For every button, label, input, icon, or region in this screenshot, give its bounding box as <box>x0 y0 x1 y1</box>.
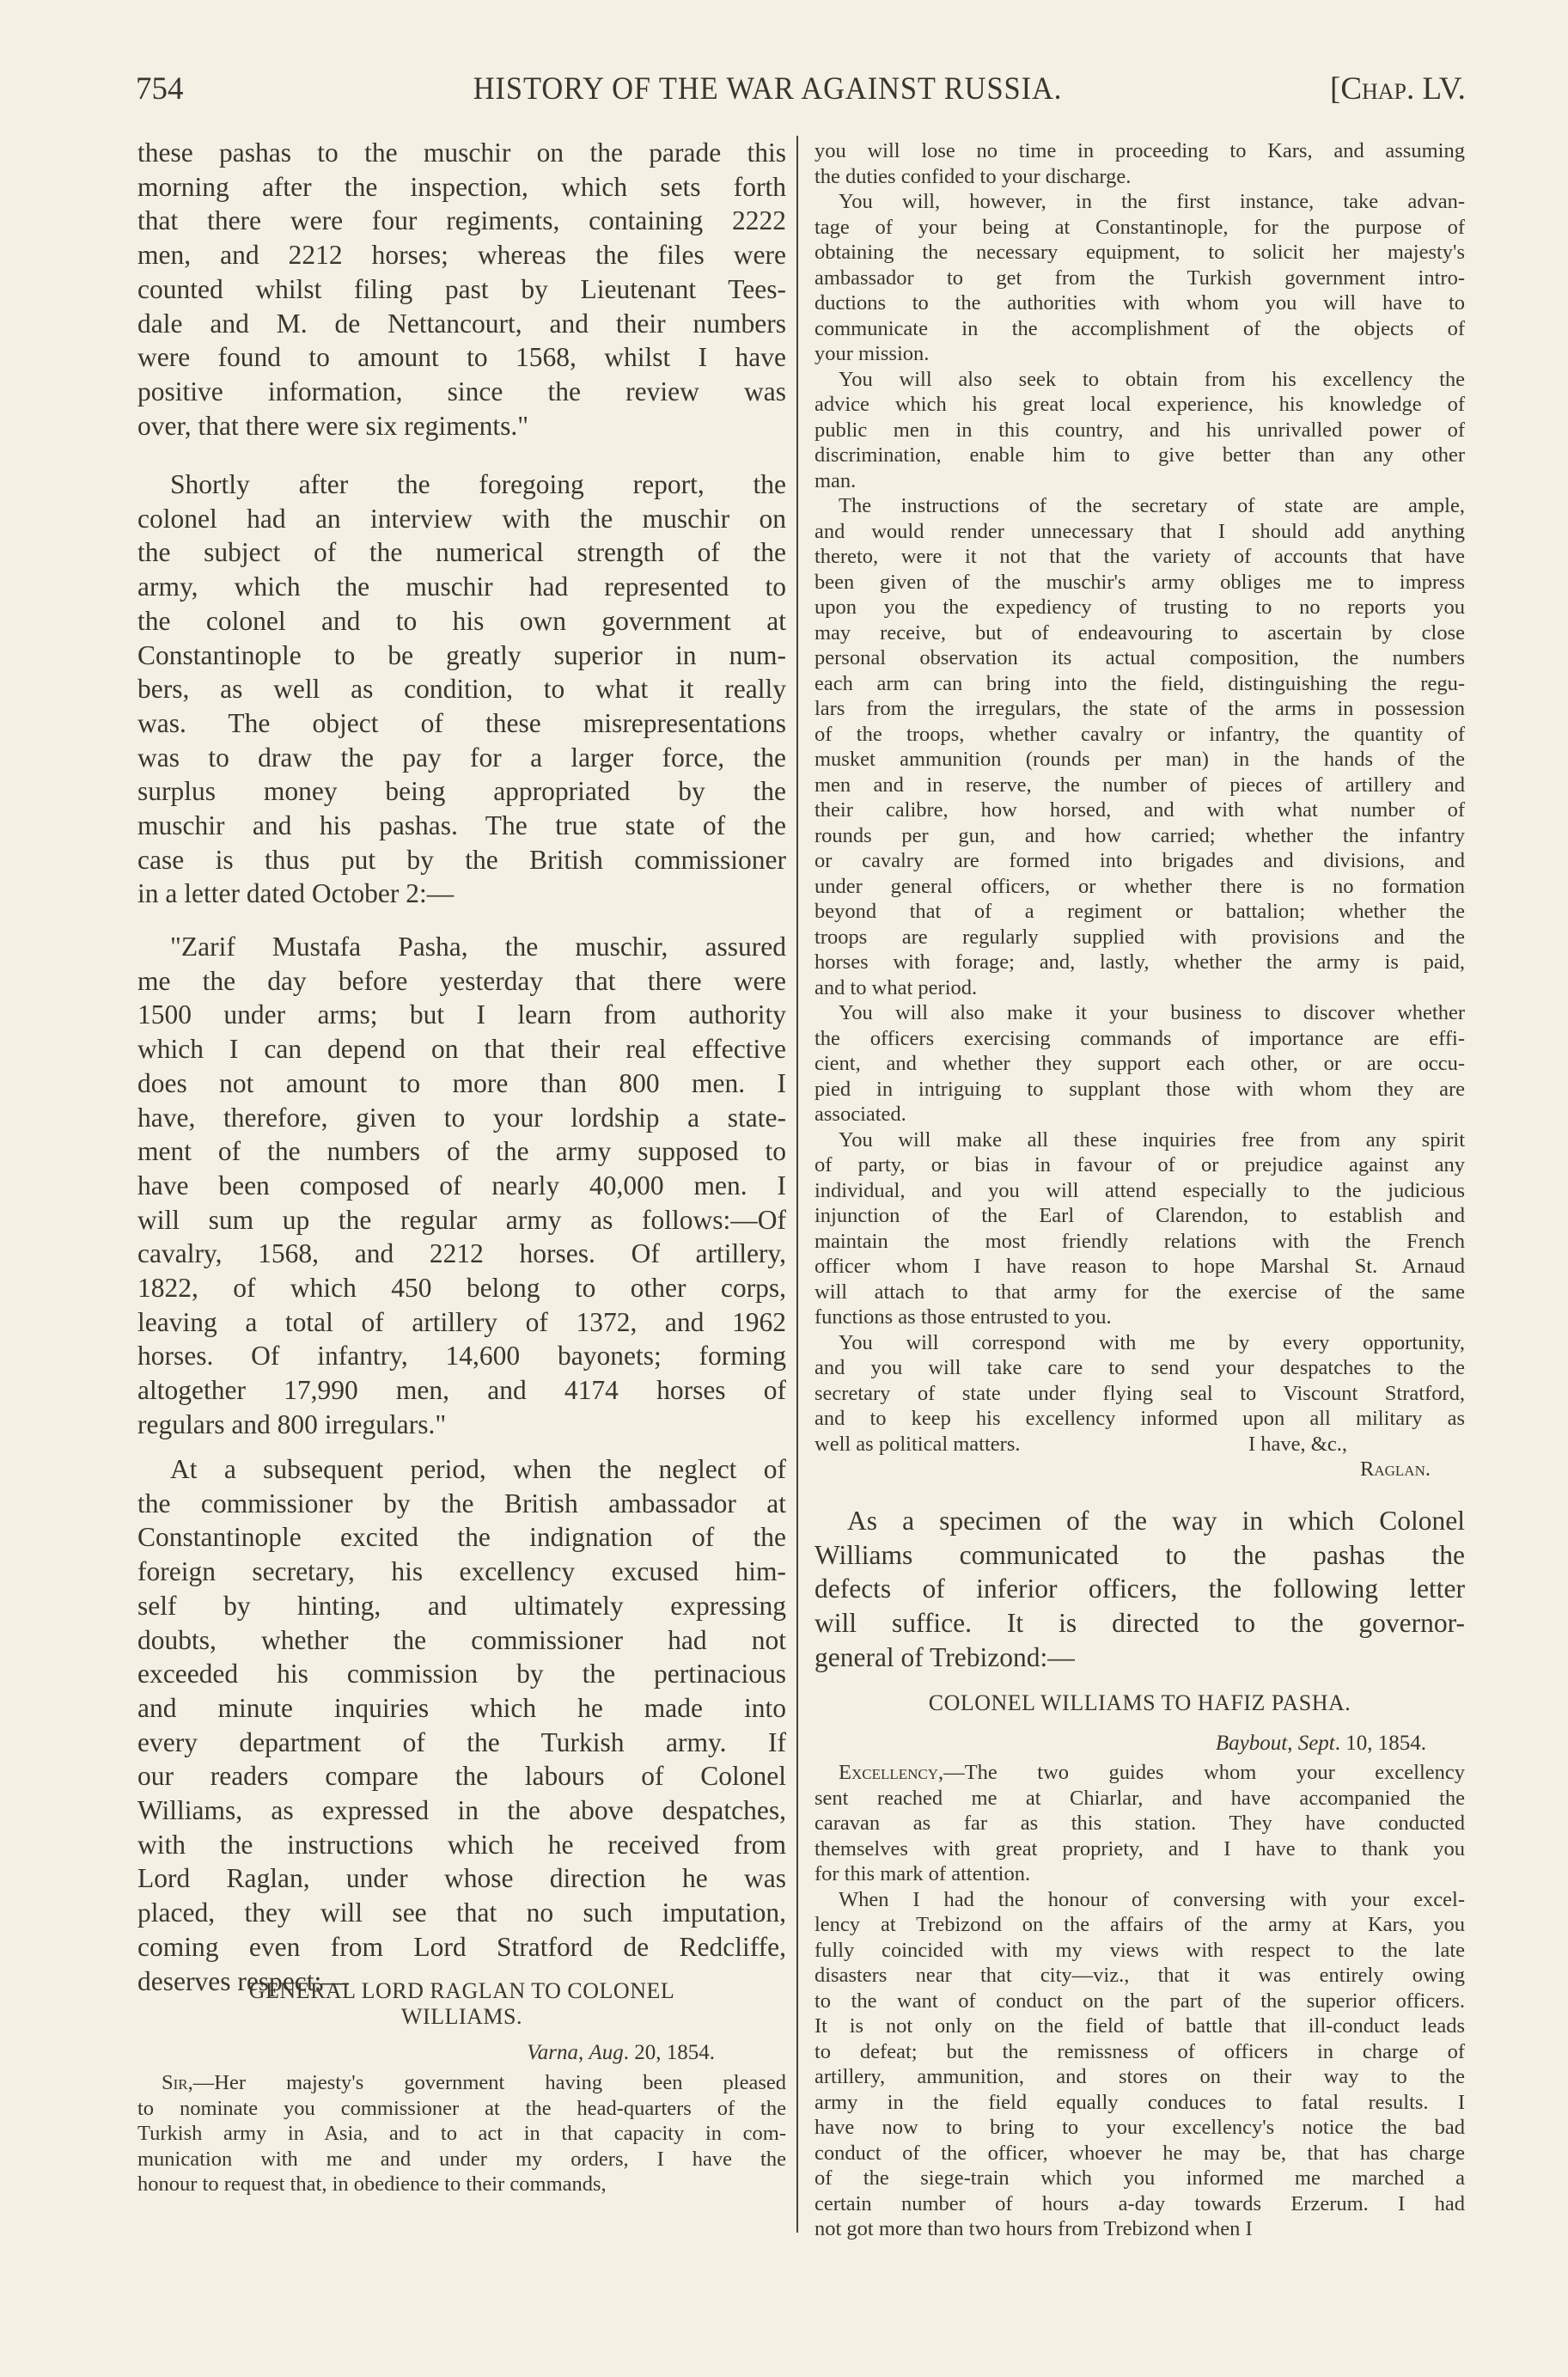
text-line: associated. <box>815 1103 906 1126</box>
text-line: ment of the numbers of the army supposed to <box>137 1136 786 1167</box>
text-line: each arm can bring into the field, distinguishing the regu- <box>815 671 1465 695</box>
text-line: these pashas to the muschir on the parade this <box>137 137 786 168</box>
text-line: You will make all these inquiries free from any spirit <box>839 1127 1465 1152</box>
text-line: secretary of state under flying seal to Viscount Stratford, <box>815 1381 1465 1405</box>
text-line: the commissioner by the British ambassador at <box>137 1488 786 1518</box>
letter-dateline: Varna, Aug. 20, 1854. <box>527 2041 715 2064</box>
text-line: was to draw the pay for a larger force, the <box>137 742 786 773</box>
text-line: positive information, since the review was <box>137 376 786 406</box>
date: . 20, 1854. <box>623 2041 715 2064</box>
text-line: your mission. <box>815 342 930 365</box>
text-line: doubts, whether the commissioner had not <box>137 1624 786 1655</box>
letter-paragraph <box>815 1127 1465 1330</box>
text-line: surplus money being appropriated by the <box>137 776 786 807</box>
letter-paragraph <box>815 367 1465 494</box>
place: Varna <box>527 2041 578 2064</box>
text-line: coming even from Lord Stratford de Redcliffe, <box>137 1931 786 1962</box>
letter-heading <box>137 1978 786 2030</box>
letter-heading-line: WILLIAMS. <box>401 2004 522 2029</box>
text-line: artillery, ammunition, and stores on their way to the <box>815 2065 1465 2088</box>
text-line: were found to amount to 1568, whilst I have <box>137 342 786 373</box>
letter-paragraph <box>815 1887 1465 2242</box>
paragraph <box>137 467 786 911</box>
text-line: The instructions of the secretary of state are ample, <box>839 494 1465 517</box>
salutation: Sir, <box>162 2071 193 2094</box>
running-title: HISTORY OF THE WAR AGAINST RUSSIA. <box>473 71 1063 107</box>
letter-heading <box>815 1690 1465 1716</box>
letter-body <box>815 1760 1465 2242</box>
text-line: personal observation its actual composition, the numbers <box>815 646 1465 669</box>
signature: Raglan. <box>1360 1457 1431 1481</box>
text-line: you will lose no time in proceeding to Kars, and assuming <box>815 139 1465 162</box>
text-line: the subject of the numerical strength of the <box>137 537 786 568</box>
text-line: communicate in the accomplishment of the objects of <box>815 316 1465 340</box>
page-number: 754 <box>136 71 184 107</box>
text-line: to nominate you commissioner at the head-quarters of the <box>137 2096 786 2120</box>
text-line: for this mark of attention. <box>815 1862 1031 1885</box>
text-line: to defeat; but the remissness of officers in charge of <box>815 2039 1465 2063</box>
text-line: horses with forage; and, lastly, whether the army is paid, <box>815 950 1465 974</box>
text-line: of the siege-train which you informed me marched a <box>815 2166 1465 2190</box>
text-line: counted whilst filing past by Lieutenant Tees- <box>137 273 786 304</box>
text-line: will attach to that army for the exercise of the same <box>815 1280 1465 1304</box>
column-divider <box>796 136 798 2233</box>
text-line: defects of inferior officers, the following letter <box>815 1573 1465 1604</box>
text-line: altogether 17,990 men, and 4174 horses of <box>137 1375 786 1406</box>
text-line: every department of the Turkish army. If <box>137 1726 786 1757</box>
text-line: morning after the inspection, which sets forth <box>137 171 786 202</box>
text-line-content: —Her majesty's government having been pleased <box>192 2071 786 2094</box>
month: Aug <box>589 2041 624 2064</box>
text-line: obtaining the necessary equipment, to solicit her majesty's <box>815 241 1465 264</box>
place: Baybout <box>1215 1732 1288 1755</box>
text-line: Constantinople to be greatly superior in num- <box>137 639 786 670</box>
text-line: of party, or bias in favour of or prejudice against any <box>815 1153 1465 1176</box>
text-line: As a specimen of the way in which Colonel <box>847 1506 1465 1536</box>
text-line: over, that there were six regiments." <box>137 410 529 441</box>
text-line: me the day before yesterday that there were <box>137 965 786 996</box>
text-line: placed, they will see that no such imputation, <box>137 1897 786 1928</box>
text-line: men and in reserve, the number of pieces of artillery and <box>815 773 1465 797</box>
text-line: maintain the most friendly relations with the French <box>815 1229 1465 1253</box>
text-line: deserves respect:— <box>137 1965 349 1996</box>
text-line: will suffice. It is directed to the governor- <box>815 1608 1465 1639</box>
text-line: army, which the muschir had represented to <box>137 571 786 602</box>
letter-heading-line: COLONEL WILLIAMS TO HAFIZ PASHA. <box>928 1690 1351 1715</box>
text-line: their calibre, how horsed, and with what number of <box>815 798 1465 822</box>
month: Sept <box>1297 1732 1335 1755</box>
letter-paragraph <box>815 138 1465 189</box>
text-line: was. The object of these misrepresentations <box>137 707 786 738</box>
text-line: and to keep his excellency informed upon all military as <box>815 1407 1465 1430</box>
text-line: 1822, of which 450 belong to other corps, <box>137 1273 786 1304</box>
text-line: "Zarif Mustafa Pasha, the muschir, assured <box>170 932 786 962</box>
text-line: certain number of hours a-day towards Erzerum. I had <box>815 2191 1465 2215</box>
text-line: under general officers, or whether there is no formation <box>815 874 1465 898</box>
text-line-content: —The two guides whom your excellency <box>943 1761 1465 1784</box>
text-line: men, and 2212 horses; whereas the files were <box>137 240 786 271</box>
letter-closing: I have, &c., <box>1248 1432 1347 1456</box>
chapter-label: [Chap. LV. <box>1330 71 1466 107</box>
text-line: You will also make it your business to discover whether <box>839 1001 1465 1024</box>
paragraph <box>137 1452 786 1998</box>
text-line: lency at Trebizond on the affairs of the army at Kars, you <box>815 1913 1465 1936</box>
text-line: dale and M. de Nettancourt, and their numbers <box>137 308 786 339</box>
date: . 10, 1854. <box>1334 1732 1426 1755</box>
text-line: with the instructions which he received from <box>137 1829 786 1860</box>
text-line: in a letter dated October 2:— <box>137 878 455 909</box>
text-line: discrimination, enable him to give better than any other <box>815 443 1465 467</box>
text-line: exceeded his commission by the pertinacious <box>137 1659 786 1690</box>
text-line: musket ammunition (rounds per man) in the hands of the <box>815 748 1465 771</box>
text-line: honour to request that, in obedience to their commands, <box>137 2172 607 2196</box>
text-line: Williams communicated to the pashas the <box>815 1539 1465 1570</box>
text-line: horses. Of infantry, 14,600 bayonets; forming <box>137 1341 786 1372</box>
text-line: themselves with great propriety, and I have to thank you <box>815 1836 1465 1861</box>
text-line: colonel had an interview with the muschir on <box>137 503 786 534</box>
text-line: bers, as well as condition, to what it really <box>137 674 786 705</box>
text-line: troops are regularly supplied with provisions and the <box>815 925 1465 949</box>
text-line: will sum up the regular army as follows:—Of <box>137 1204 786 1235</box>
text-line: ductions to the authorities with whom you will have to <box>815 291 1465 315</box>
text-line: not got more than two hours from Trebizond when I <box>815 2217 1253 2240</box>
text-line: army in the field equally conduces to fatal results. I <box>815 2090 1465 2114</box>
text-line: our readers compare the labours of Colonel <box>137 1761 786 1792</box>
paragraph <box>815 1504 1465 1675</box>
text-line: When I had the honour of conversing with your excel- <box>839 1887 1465 1911</box>
text-line: general of Trebizond:— <box>815 1641 1075 1672</box>
text-line: conduct of the officer, whoever he may be, that has charge <box>815 2141 1465 2165</box>
text-line: At a subsequent period, when the neglect of <box>170 1454 786 1484</box>
text-line: that there were four regiments, containing 2222 <box>137 205 786 236</box>
text-line: muschir and his pashas. The true state of the <box>137 810 786 841</box>
letter-paragraph <box>815 493 1465 1000</box>
text-line: fully coincided with my views with respect to the late <box>815 1938 1465 1962</box>
paragraph <box>137 136 786 443</box>
text-line: and to what period. <box>815 975 978 999</box>
text-line: thereto, were it not that the variety of accounts that have <box>815 545 1465 568</box>
quoted-letter-paragraph <box>137 930 786 1442</box>
text-line: the officers exercising commands of importance are effi- <box>815 1026 1465 1050</box>
text-line: rounds per gun, and how carried; whether the infantry <box>815 823 1465 847</box>
text-line: pied in intriguing to supplant those with whom they are <box>815 1077 1465 1101</box>
text-line: been given of the muschir's army obliges me to impress <box>815 570 1465 594</box>
text-line: man. <box>815 468 857 492</box>
text-line: well as political matters. <box>815 1432 1021 1456</box>
text-line: case is thus put by the British commissioner <box>137 844 786 875</box>
text-line: public men in this country, and his unrivalled power of <box>815 418 1465 442</box>
text-line: and would render unnecessary that I should add anything <box>815 519 1465 543</box>
text-line: self by hinting, and ultimately expressing <box>137 1590 786 1621</box>
text-line: You will, however, in the first instance, take advan- <box>839 190 1465 213</box>
text-line <box>815 1760 1465 1786</box>
salutation: Excellency, <box>839 1761 944 1784</box>
text-line: of the troops, whether cavalry or infantry, the quantity of <box>815 722 1465 746</box>
text-line: does not amount to more than 800 men. I <box>137 1067 786 1098</box>
text-line: and minute inquiries which he made into <box>137 1692 786 1723</box>
text-line: have been composed of nearly 40,000 men. I <box>137 1170 786 1201</box>
text-line: the duties confided to your discharge. <box>815 164 1132 188</box>
letter-paragraph <box>815 189 1465 367</box>
text-line: foreign secretary, his excellency excused him- <box>137 1556 786 1587</box>
text-line: Turkish army in Asia, and to act in that capacity in com- <box>137 2122 786 2145</box>
text-line: functions as those entrusted to you. <box>815 1305 1112 1329</box>
text-line: Williams, as expressed in the above despatches, <box>137 1795 786 1826</box>
text-line: lars from the irregulars, the state of the arms in possession <box>815 697 1465 720</box>
text-line: the colonel and to his own government at <box>137 605 786 636</box>
text-line: tage of your being at Constantinople, for the purpose of <box>815 215 1465 239</box>
text-line: to the want of conduct on the part of the superior officers. <box>815 1989 1465 2013</box>
text-line: caravan as far as this station. They have conducted <box>815 1812 1465 1835</box>
text-line: individual, and you will attend especially to the judicious <box>815 1178 1465 1202</box>
text-line: advice which his great local experience, his knowledge of <box>815 393 1465 416</box>
text-line: Shortly after the foregoing report, the <box>170 469 786 499</box>
text-line: or cavalry are formed into brigades and divisions, and <box>815 849 1465 872</box>
text-line: You will correspond with me by every opportunity, <box>839 1330 1465 1354</box>
text-line <box>137 2070 786 2096</box>
text-line: have, therefore, given to your lordship a state- <box>137 1102 786 1133</box>
text-line: It is not only on the field of battle that ill-conduct leads <box>815 2014 1465 2038</box>
letter-heading-line: GENERAL LORD RAGLAN TO COLONEL <box>248 1978 675 2003</box>
letter-paragraph <box>137 2070 786 2197</box>
text-line: cavalry, 1568, and 2212 horses. Of artillery, <box>137 1238 786 1269</box>
text-line: injunction of the Earl of Clarendon, to establish and <box>815 1204 1465 1227</box>
text-line: 1500 under arms; but I learn from authority <box>137 999 786 1030</box>
text-line: Constantinople excited the indignation of the <box>137 1522 786 1553</box>
letter-body <box>815 138 1465 1482</box>
text-line: and you will take care to send your despatches to the <box>815 1356 1465 1379</box>
text-line: disasters near that city—viz., that it was entirely owing <box>815 1964 1465 1987</box>
text-line: regulars and 800 irregulars." <box>137 1408 447 1439</box>
text-line: leaving a total of artillery of 1372, and 1962 <box>137 1306 786 1337</box>
text-line: beyond that of a regiment or battalion; whether the <box>815 900 1465 923</box>
text-line: Lord Raglan, under whose direction he was <box>137 1863 786 1894</box>
text-line: have now to bring to your excellency's notice the bad <box>815 2116 1465 2139</box>
text-line: upon you the expediency of trusting to no reports you <box>815 596 1465 619</box>
text-line: which I can depend on that their real effective <box>137 1034 786 1065</box>
text-line: You will also seek to obtain from his excellency the <box>839 367 1465 391</box>
letter-dateline: Baybout, Sept. 10, 1854. <box>1215 1732 1426 1755</box>
letter-paragraph <box>815 1760 1465 1887</box>
text-line: cient, and whether they support each other, or are occu- <box>815 1052 1465 1075</box>
letter-paragraph <box>815 1000 1465 1127</box>
text-line: may receive, but of endeavouring to ascertain by close <box>815 620 1465 645</box>
text-line: sent reached me at Chiarlar, and have accompanied the <box>815 1786 1465 1810</box>
text-line: officer whom I have reason to hope Marshal St. Arnaud <box>815 1255 1465 1278</box>
text-line: munication with me and under my orders, I have the <box>137 2147 786 2171</box>
letter-paragraph <box>815 1330 1465 1457</box>
text-line: ambassador to get from the Turkish government intro- <box>815 266 1465 290</box>
